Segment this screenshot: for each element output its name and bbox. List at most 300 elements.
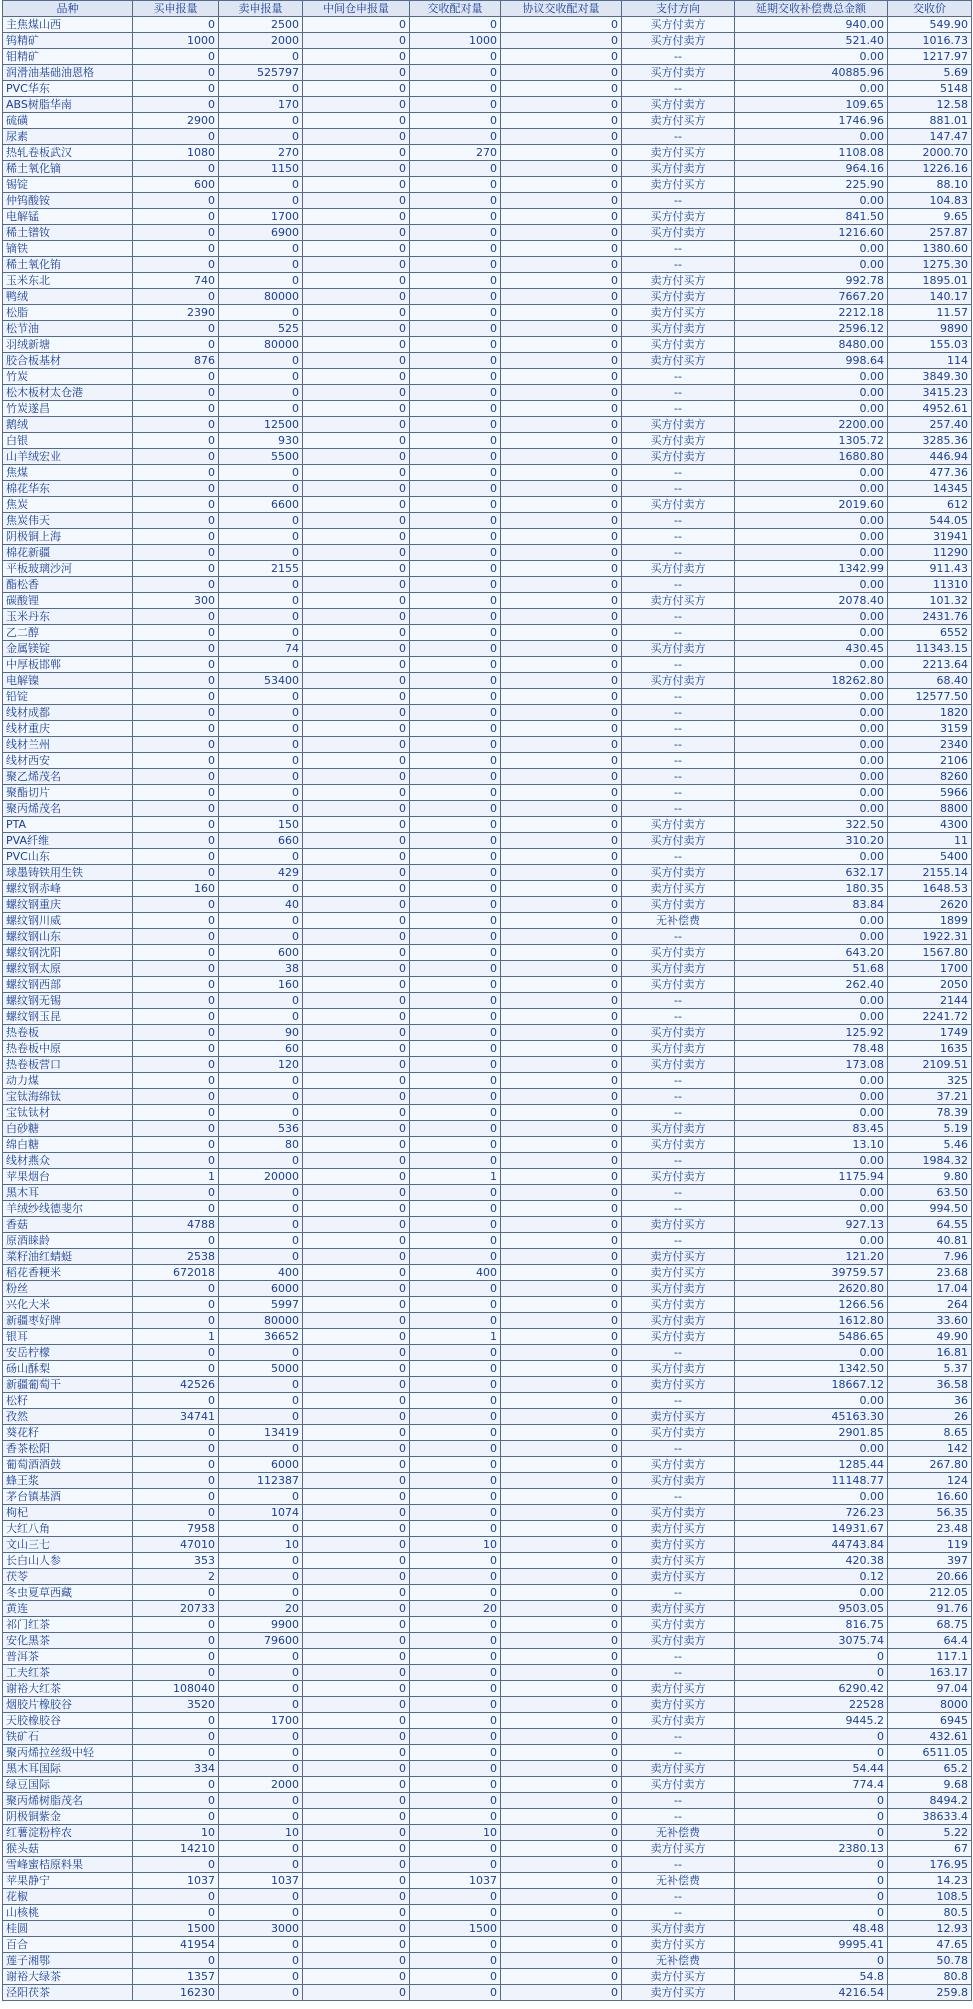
table-row <box>3 1025 972 1041</box>
middle-warehouse-cell: 0 <box>303 929 410 945</box>
settlement-price-cell: 68.40 <box>888 673 972 689</box>
col-header-payment-direction: 支付方向 <box>622 1 735 17</box>
product-cell: 花椒 <box>3 1889 133 1905</box>
sell-quantity-cell: 0 <box>219 993 303 1009</box>
buy-quantity-cell: 0 <box>133 737 219 753</box>
product-cell: 鹅绒 <box>3 417 133 433</box>
settlement-price-cell: 2050 <box>888 977 972 993</box>
table-row <box>3 1873 972 1889</box>
middle-warehouse-cell: 0 <box>303 1729 410 1745</box>
agreement-matched-cell: 0 <box>501 1441 622 1457</box>
payment-direction-cell: 卖方付买方 <box>622 177 735 193</box>
matched-quantity-cell: 0 <box>410 881 501 897</box>
matched-quantity-cell: 0 <box>410 641 501 657</box>
compensation-total-cell: 54.44 <box>735 1761 888 1777</box>
agreement-matched-cell: 0 <box>501 1777 622 1793</box>
compensation-total-cell: 225.90 <box>735 177 888 193</box>
settlement-price-cell: 38633.4 <box>888 1809 972 1825</box>
matched-quantity-cell: 0 <box>410 977 501 993</box>
settlement-price-cell: 104.83 <box>888 193 972 209</box>
agreement-matched-cell: 0 <box>501 1873 622 1889</box>
matched-quantity-cell: 0 <box>410 1857 501 1873</box>
matched-quantity-cell: 0 <box>410 1841 501 1857</box>
payment-direction-cell: 买方付卖方 <box>622 449 735 465</box>
agreement-matched-cell: 0 <box>501 1297 622 1313</box>
compensation-total-cell: 121.20 <box>735 1249 888 1265</box>
payment-direction-cell: 买方付卖方 <box>622 433 735 449</box>
settlement-price-cell: 3159 <box>888 721 972 737</box>
middle-warehouse-cell: 0 <box>303 1361 410 1377</box>
table-row <box>3 113 972 129</box>
payment-direction-cell: 买方付卖方 <box>622 897 735 913</box>
payment-direction-cell: 无补偿费 <box>622 913 735 929</box>
middle-warehouse-cell: 0 <box>303 497 410 513</box>
table-row <box>3 1073 972 1089</box>
buy-quantity-cell: 0 <box>133 1073 219 1089</box>
agreement-matched-cell: 0 <box>501 993 622 1009</box>
product-cell: 线材成都 <box>3 705 133 721</box>
table-row <box>3 49 972 65</box>
buy-quantity-cell: 2538 <box>133 1249 219 1265</box>
middle-warehouse-cell: 0 <box>303 33 410 49</box>
buy-quantity-cell: 740 <box>133 273 219 289</box>
sell-quantity-cell: 5000 <box>219 1361 303 1377</box>
table-row <box>3 305 972 321</box>
settlement-price-cell: 212.05 <box>888 1585 972 1601</box>
sell-quantity-cell: 0 <box>219 401 303 417</box>
sell-quantity-cell: 0 <box>219 1937 303 1953</box>
compensation-total-cell: 48.48 <box>735 1921 888 1937</box>
buy-quantity-cell: 0 <box>133 1505 219 1521</box>
compensation-total-cell: 964.16 <box>735 161 888 177</box>
buy-quantity-cell: 0 <box>133 833 219 849</box>
middle-warehouse-cell: 0 <box>303 1009 410 1025</box>
sell-quantity-cell: 0 <box>219 753 303 769</box>
matched-quantity-cell: 0 <box>410 161 501 177</box>
agreement-matched-cell: 0 <box>501 225 622 241</box>
sell-quantity-cell: 0 <box>219 1649 303 1665</box>
buy-quantity-cell: 1 <box>133 1329 219 1345</box>
payment-direction-cell: -- <box>622 785 735 801</box>
settlement-price-cell: 9.68 <box>888 1777 972 1793</box>
agreement-matched-cell: 0 <box>501 1969 622 1985</box>
matched-quantity-cell: 0 <box>410 193 501 209</box>
matched-quantity-cell: 0 <box>410 689 501 705</box>
matched-quantity-cell: 0 <box>410 65 501 81</box>
payment-direction-cell: 卖方付买方 <box>622 1569 735 1585</box>
payment-direction-cell: 卖方付买方 <box>622 305 735 321</box>
buy-quantity-cell: 1500 <box>133 1921 219 1937</box>
sell-quantity-cell: 0 <box>219 689 303 705</box>
sell-quantity-cell: 20 <box>219 1601 303 1617</box>
middle-warehouse-cell: 0 <box>303 1681 410 1697</box>
middle-warehouse-cell: 0 <box>303 49 410 65</box>
sell-quantity-cell: 90 <box>219 1025 303 1041</box>
product-cell: ABS树脂华南 <box>3 97 133 113</box>
product-cell: 百合 <box>3 1937 133 1953</box>
sell-quantity-cell: 120 <box>219 1057 303 1073</box>
col-header-agreement-matched: 协议交收配对量 <box>501 1 622 17</box>
agreement-matched-cell: 0 <box>501 1537 622 1553</box>
payment-direction-cell: -- <box>622 1793 735 1809</box>
table-row <box>3 369 972 385</box>
sell-quantity-cell: 0 <box>219 1857 303 1873</box>
sell-quantity-cell: 160 <box>219 977 303 993</box>
compensation-total-cell: 44743.84 <box>735 1537 888 1553</box>
payment-direction-cell: -- <box>622 849 735 865</box>
buy-quantity-cell: 0 <box>133 1393 219 1409</box>
payment-direction-cell: 买方付卖方 <box>622 97 735 113</box>
compensation-total-cell: 0.00 <box>735 577 888 593</box>
middle-warehouse-cell: 0 <box>303 449 410 465</box>
compensation-total-cell: 0.00 <box>735 545 888 561</box>
agreement-matched-cell: 0 <box>501 161 622 177</box>
payment-direction-cell: -- <box>622 1441 735 1457</box>
table-row <box>3 1649 972 1665</box>
buy-quantity-cell: 0 <box>133 97 219 113</box>
agreement-matched-cell: 0 <box>501 561 622 577</box>
settlement-price-cell: 7.96 <box>888 1249 972 1265</box>
agreement-matched-cell: 0 <box>501 1889 622 1905</box>
sell-quantity-cell: 0 <box>219 1793 303 1809</box>
matched-quantity-cell: 10 <box>410 1537 501 1553</box>
matched-quantity-cell: 0 <box>410 1105 501 1121</box>
matched-quantity-cell: 0 <box>410 289 501 305</box>
agreement-matched-cell: 0 <box>501 1489 622 1505</box>
buy-quantity-cell: 0 <box>133 721 219 737</box>
product-cell: PTA <box>3 817 133 833</box>
settlement-price-cell: 8000 <box>888 1697 972 1713</box>
product-cell: 茅台镇基酒 <box>3 1489 133 1505</box>
agreement-matched-cell: 0 <box>501 1985 622 2001</box>
payment-direction-cell: -- <box>622 1345 735 1361</box>
product-cell: 硫磺 <box>3 113 133 129</box>
compensation-total-cell: 0 <box>735 1649 888 1665</box>
compensation-total-cell: 54.8 <box>735 1969 888 1985</box>
agreement-matched-cell: 0 <box>501 1121 622 1137</box>
middle-warehouse-cell: 0 <box>303 1777 410 1793</box>
settlement-price-cell: 477.36 <box>888 465 972 481</box>
sell-quantity-cell: 0 <box>219 801 303 817</box>
payment-direction-cell: -- <box>622 129 735 145</box>
agreement-matched-cell: 0 <box>501 385 622 401</box>
compensation-total-cell: 1108.08 <box>735 145 888 161</box>
table-row <box>3 1361 972 1377</box>
payment-direction-cell: 卖方付买方 <box>622 1409 735 1425</box>
buy-quantity-cell: 0 <box>133 1025 219 1041</box>
agreement-matched-cell: 0 <box>501 1841 622 1857</box>
middle-warehouse-cell: 0 <box>303 673 410 689</box>
compensation-total-cell: 0.00 <box>735 929 888 945</box>
compensation-total-cell: 0.00 <box>735 657 888 673</box>
matched-quantity-cell: 0 <box>410 1345 501 1361</box>
agreement-matched-cell: 0 <box>501 1217 622 1233</box>
matched-quantity-cell: 0 <box>410 1777 501 1793</box>
buy-quantity-cell: 0 <box>133 705 219 721</box>
product-cell: 钨精矿 <box>3 33 133 49</box>
settlement-price-cell: 101.32 <box>888 593 972 609</box>
compensation-total-cell: 774.4 <box>735 1777 888 1793</box>
product-cell: 新疆葡萄干 <box>3 1377 133 1393</box>
table-row <box>3 545 972 561</box>
compensation-total-cell: 0.00 <box>735 369 888 385</box>
sell-quantity-cell: 400 <box>219 1265 303 1281</box>
buy-quantity-cell: 0 <box>133 753 219 769</box>
sell-quantity-cell: 0 <box>219 849 303 865</box>
table-row <box>3 417 972 433</box>
settlement-price-cell: 5.37 <box>888 1361 972 1377</box>
matched-quantity-cell: 0 <box>410 1521 501 1537</box>
settlement-price-cell: 140.17 <box>888 289 972 305</box>
matched-quantity-cell: 0 <box>410 1617 501 1633</box>
buy-quantity-cell: 0 <box>133 1137 219 1153</box>
payment-direction-cell: -- <box>622 481 735 497</box>
table-row <box>3 1665 972 1681</box>
buy-quantity-cell: 0 <box>133 577 219 593</box>
sell-quantity-cell: 0 <box>219 1201 303 1217</box>
buy-quantity-cell: 1357 <box>133 1969 219 1985</box>
middle-warehouse-cell: 0 <box>303 1345 410 1361</box>
middle-warehouse-cell: 0 <box>303 1649 410 1665</box>
matched-quantity-cell: 0 <box>410 529 501 545</box>
matched-quantity-cell: 0 <box>410 1889 501 1905</box>
agreement-matched-cell: 0 <box>501 1953 622 1969</box>
payment-direction-cell: 卖方付买方 <box>622 1249 735 1265</box>
agreement-matched-cell: 0 <box>501 257 622 273</box>
product-cell: 安岳柠檬 <box>3 1345 133 1361</box>
payment-direction-cell: 买方付卖方 <box>622 161 735 177</box>
product-cell: 烟胶片橡胶谷 <box>3 1697 133 1713</box>
settlement-price-cell: 16.60 <box>888 1489 972 1505</box>
settlement-price-cell: 1226.16 <box>888 161 972 177</box>
table-row <box>3 977 972 993</box>
table-row <box>3 1297 972 1313</box>
buy-quantity-cell: 0 <box>133 1457 219 1473</box>
table-row <box>3 929 972 945</box>
compensation-total-cell: 0.00 <box>735 129 888 145</box>
compensation-total-cell: 0.00 <box>735 529 888 545</box>
payment-direction-cell: -- <box>622 1905 735 1921</box>
settlement-price-cell: 68.75 <box>888 1617 972 1633</box>
middle-warehouse-cell: 0 <box>303 785 410 801</box>
sell-quantity-cell: 0 <box>219 625 303 641</box>
middle-warehouse-cell: 0 <box>303 625 410 641</box>
table-row <box>3 1537 972 1553</box>
middle-warehouse-cell: 0 <box>303 609 410 625</box>
compensation-total-cell: 0.00 <box>735 257 888 273</box>
sell-quantity-cell: 80000 <box>219 289 303 305</box>
product-cell: 铁矿石 <box>3 1729 133 1745</box>
agreement-matched-cell: 0 <box>501 1601 622 1617</box>
table-row <box>3 449 972 465</box>
buy-quantity-cell: 0 <box>133 497 219 513</box>
buy-quantity-cell: 16230 <box>133 1985 219 2001</box>
agreement-matched-cell: 0 <box>501 369 622 385</box>
middle-warehouse-cell: 0 <box>303 1377 410 1393</box>
buy-quantity-cell: 0 <box>133 673 219 689</box>
middle-warehouse-cell: 0 <box>303 1105 410 1121</box>
settlement-price-cell: 40.81 <box>888 1233 972 1249</box>
payment-direction-cell: 卖方付买方 <box>622 1937 735 1953</box>
sell-quantity-cell: 0 <box>219 481 303 497</box>
middle-warehouse-cell: 0 <box>303 1841 410 1857</box>
matched-quantity-cell: 0 <box>410 1025 501 1041</box>
sell-quantity-cell: 0 <box>219 1569 303 1585</box>
table-row <box>3 1905 972 1921</box>
product-cell: 宝钛钛材 <box>3 1105 133 1121</box>
product-cell: 稀土镨钕 <box>3 225 133 241</box>
settlement-price-cell: 5148 <box>888 81 972 97</box>
matched-quantity-cell: 0 <box>410 481 501 497</box>
payment-direction-cell: 买方付卖方 <box>622 1361 735 1377</box>
product-cell: 线材西安 <box>3 753 133 769</box>
matched-quantity-cell: 0 <box>410 593 501 609</box>
agreement-matched-cell: 0 <box>501 513 622 529</box>
table-row <box>3 1777 972 1793</box>
buy-quantity-cell: 0 <box>133 321 219 337</box>
agreement-matched-cell: 0 <box>501 417 622 433</box>
compensation-total-cell: 109.65 <box>735 97 888 113</box>
sell-quantity-cell: 0 <box>219 1409 303 1425</box>
table-row <box>3 1185 972 1201</box>
settlement-price-cell: 446.94 <box>888 449 972 465</box>
matched-quantity-cell: 0 <box>410 561 501 577</box>
settlement-price-cell: 97.04 <box>888 1681 972 1697</box>
product-cell: 泾阳茯茶 <box>3 1985 133 2001</box>
buy-quantity-cell: 2 <box>133 1569 219 1585</box>
matched-quantity-cell: 0 <box>410 769 501 785</box>
table-row <box>3 1201 972 1217</box>
product-cell: 铅锭 <box>3 689 133 705</box>
compensation-total-cell: 0.00 <box>735 785 888 801</box>
middle-warehouse-cell: 0 <box>303 65 410 81</box>
buy-quantity-cell: 0 <box>133 1345 219 1361</box>
middle-warehouse-cell: 0 <box>303 177 410 193</box>
compensation-total-cell: 1342.50 <box>735 1361 888 1377</box>
sell-quantity-cell: 0 <box>219 1809 303 1825</box>
agreement-matched-cell: 0 <box>501 1201 622 1217</box>
sell-quantity-cell: 0 <box>219 1073 303 1089</box>
matched-quantity-cell: 0 <box>410 1745 501 1761</box>
compensation-total-cell: 430.45 <box>735 641 888 657</box>
table-row <box>3 1329 972 1345</box>
payment-direction-cell: 买方付卖方 <box>622 1297 735 1313</box>
buy-quantity-cell: 0 <box>133 913 219 929</box>
middle-warehouse-cell: 0 <box>303 321 410 337</box>
product-cell: 螺纹钢川威 <box>3 913 133 929</box>
settlement-price-cell: 91.76 <box>888 1601 972 1617</box>
product-cell: 热轧卷板武汉 <box>3 145 133 161</box>
payment-direction-cell: -- <box>622 1185 735 1201</box>
settlement-price-cell: 67 <box>888 1841 972 1857</box>
agreement-matched-cell: 0 <box>501 737 622 753</box>
agreement-matched-cell: 0 <box>501 97 622 113</box>
table-row <box>3 705 972 721</box>
compensation-total-cell: 0.00 <box>735 625 888 641</box>
settlement-price-cell: 88.10 <box>888 177 972 193</box>
middle-warehouse-cell: 0 <box>303 1489 410 1505</box>
agreement-matched-cell: 0 <box>501 1409 622 1425</box>
table-row <box>3 321 972 337</box>
payment-direction-cell: 买方付卖方 <box>622 1425 735 1441</box>
middle-warehouse-cell: 0 <box>303 1985 410 2001</box>
matched-quantity-cell: 0 <box>410 673 501 689</box>
buy-quantity-cell: 0 <box>133 1889 219 1905</box>
middle-warehouse-cell: 0 <box>303 225 410 241</box>
compensation-total-cell: 1266.56 <box>735 1297 888 1313</box>
product-cell: 枸杞 <box>3 1505 133 1521</box>
table-row <box>3 529 972 545</box>
sell-quantity-cell: 13419 <box>219 1425 303 1441</box>
matched-quantity-cell: 10 <box>410 1825 501 1841</box>
table-row <box>3 385 972 401</box>
agreement-matched-cell: 0 <box>501 1393 622 1409</box>
middle-warehouse-cell: 0 <box>303 241 410 257</box>
payment-direction-cell: -- <box>622 625 735 641</box>
compensation-total-cell: 51.68 <box>735 961 888 977</box>
middle-warehouse-cell: 0 <box>303 1137 410 1153</box>
compensation-total-cell: 1680.80 <box>735 449 888 465</box>
middle-warehouse-cell: 0 <box>303 1025 410 1041</box>
settlement-price-cell: 12.58 <box>888 97 972 113</box>
table-row <box>3 1841 972 1857</box>
buy-quantity-cell: 0 <box>133 1665 219 1681</box>
buy-quantity-cell: 0 <box>133 1057 219 1073</box>
buy-quantity-cell: 1000 <box>133 33 219 49</box>
compensation-total-cell: 0.12 <box>735 1569 888 1585</box>
buy-quantity-cell: 7958 <box>133 1521 219 1537</box>
settlement-price-cell: 63.50 <box>888 1185 972 1201</box>
table-row <box>3 1313 972 1329</box>
compensation-total-cell: 0.00 <box>735 401 888 417</box>
product-cell: 螺纹钢西部 <box>3 977 133 993</box>
compensation-total-cell: 632.17 <box>735 865 888 881</box>
product-cell: 白砂糖 <box>3 1121 133 1137</box>
compensation-total-cell: 2596.12 <box>735 321 888 337</box>
product-cell: 棉花华东 <box>3 481 133 497</box>
payment-direction-cell: -- <box>622 1105 735 1121</box>
middle-warehouse-cell: 0 <box>303 1585 410 1601</box>
settlement-price-cell: 994.50 <box>888 1201 972 1217</box>
middle-warehouse-cell: 0 <box>303 1121 410 1137</box>
table-row <box>3 1681 972 1697</box>
agreement-matched-cell: 0 <box>501 1345 622 1361</box>
settlement-price-cell: 6552 <box>888 625 972 641</box>
buy-quantity-cell: 0 <box>133 1153 219 1169</box>
matched-quantity-cell: 0 <box>410 1633 501 1649</box>
agreement-matched-cell: 0 <box>501 65 622 81</box>
buy-quantity-cell: 1037 <box>133 1873 219 1889</box>
agreement-matched-cell: 0 <box>501 33 622 49</box>
header-row <box>3 1 972 17</box>
matched-quantity-cell: 1500 <box>410 1921 501 1937</box>
compensation-total-cell: 18262.80 <box>735 673 888 689</box>
middle-warehouse-cell: 0 <box>303 209 410 225</box>
settlement-price-cell: 8.65 <box>888 1425 972 1441</box>
agreement-matched-cell: 0 <box>501 1457 622 1473</box>
product-cell: 聚酯切片 <box>3 785 133 801</box>
compensation-total-cell: 3075.74 <box>735 1633 888 1649</box>
sell-quantity-cell: 0 <box>219 513 303 529</box>
payment-direction-cell: 买方付卖方 <box>622 17 735 33</box>
compensation-total-cell: 322.50 <box>735 817 888 833</box>
buy-quantity-cell: 0 <box>133 481 219 497</box>
compensation-total-cell: 18667.12 <box>735 1377 888 1393</box>
agreement-matched-cell: 0 <box>501 609 622 625</box>
compensation-total-cell: 0.00 <box>735 465 888 481</box>
middle-warehouse-cell: 0 <box>303 1761 410 1777</box>
sell-quantity-cell: 0 <box>219 1521 303 1537</box>
